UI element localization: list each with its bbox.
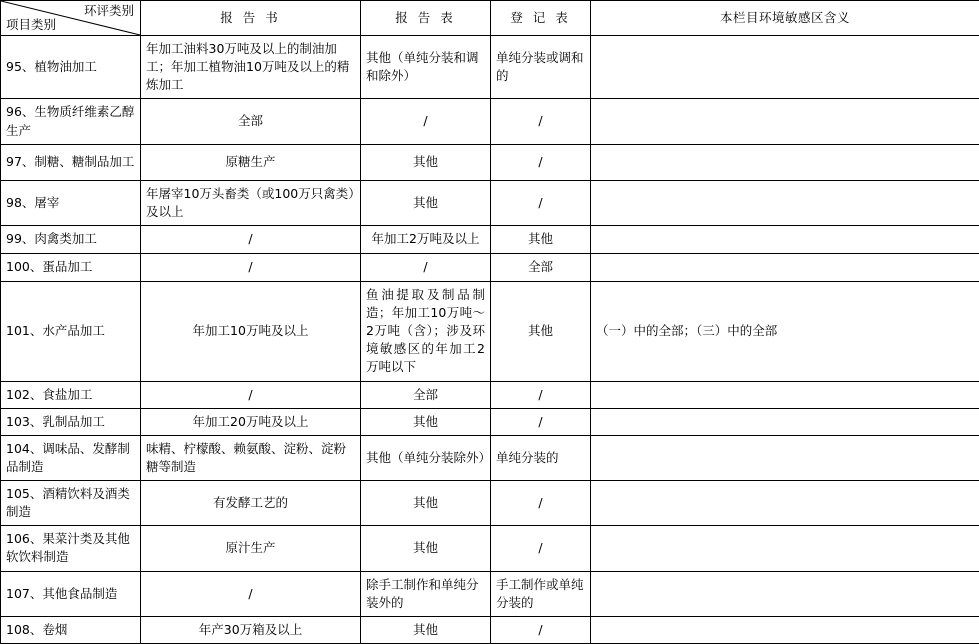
cell-report-form: 其他 [361, 408, 491, 435]
header-sensitive-area-meaning: 本栏目环境敏感区含义 [591, 1, 979, 36]
table-row [1, 381, 979, 408]
cell-report-book: 原糖生产 [141, 144, 361, 180]
table-row [1, 253, 979, 281]
cell-report-book: 年产30万箱及以上 [141, 616, 361, 643]
cell-project-category: 102、食盐加工 [1, 381, 141, 408]
cell-project-category: 100、蛋品加工 [1, 253, 141, 281]
cell-sensitive-area-meaning [591, 180, 979, 225]
cell-sensitive-area-meaning [591, 36, 979, 99]
header-registration-form: 登 记 表 [491, 1, 591, 36]
cell-report-book: 全部 [141, 99, 361, 144]
cell-report-book: 年屠宰10万头畜类（或100万只禽类）及以上 [141, 180, 361, 225]
cell-sensitive-area-meaning [591, 571, 979, 616]
table-row [1, 144, 979, 180]
table-row [1, 99, 979, 144]
cell-report-form: 全部 [361, 381, 491, 408]
cell-report-book: / [141, 571, 361, 616]
cell-registration-form: / [491, 481, 591, 526]
cell-project-category: 105、酒精饮料及酒类制造 [1, 481, 141, 526]
cell-report-form: 其他 [361, 526, 491, 571]
cell-report-form: 鱼油提取及制品制造；年加工10万吨～2万吨（含）；涉及环境敏感区的年加工2万吨以下 [361, 281, 491, 381]
cell-report-book: 年加工10万吨及以上 [141, 281, 361, 381]
cell-project-category: 101、水产品加工 [1, 281, 141, 381]
cell-project-category: 98、屠宰 [1, 180, 141, 225]
cell-report-book: / [141, 253, 361, 281]
cell-report-book: 原汁生产 [141, 526, 361, 571]
cell-report-book: / [141, 381, 361, 408]
cell-registration-form: / [491, 180, 591, 225]
cell-project-category: 99、肉禽类加工 [1, 225, 141, 253]
cell-sensitive-area-meaning [591, 481, 979, 526]
cell-sensitive-area-meaning [591, 253, 979, 281]
cell-registration-form: / [491, 381, 591, 408]
cell-project-category: 97、制糖、糖制品加工 [1, 144, 141, 180]
cell-report-book: 有发酵工艺的 [141, 481, 361, 526]
cell-project-category: 96、生物质纤维素乙醇生产 [1, 99, 141, 144]
cell-report-form: 其他 [361, 481, 491, 526]
cell-project-category: 107、其他食品制造 [1, 571, 141, 616]
cell-sensitive-area-meaning [591, 526, 979, 571]
corner-split-cell [1, 1, 140, 35]
header-report-book: 报 告 书 [141, 1, 361, 36]
table-body [1, 1, 979, 644]
cell-registration-form: / [491, 408, 591, 435]
table-header-row [1, 1, 979, 36]
header-report-form: 报 告 表 [361, 1, 491, 36]
cell-report-book: / [141, 225, 361, 253]
table-row [1, 435, 979, 480]
cell-sensitive-area-meaning [591, 381, 979, 408]
cell-sensitive-area-meaning [591, 435, 979, 480]
cell-report-form: / [361, 253, 491, 281]
cell-report-form: 其他 [361, 180, 491, 225]
cell-report-form: 其他 [361, 616, 491, 643]
table-row [1, 526, 979, 571]
cell-report-form: 其他 [361, 144, 491, 180]
cell-sensitive-area-meaning [591, 144, 979, 180]
cell-sensitive-area-meaning [591, 408, 979, 435]
cell-report-book: 年加工20万吨及以上 [141, 408, 361, 435]
header-corner-row-label: 项目类别 [6, 16, 56, 34]
table-row [1, 481, 979, 526]
header-corner-column-label: 环评类别 [84, 2, 134, 20]
cell-report-form: 其他（单纯分装和调和除外） [361, 36, 491, 99]
cell-registration-form: / [491, 99, 591, 144]
cell-registration-form: 其他 [491, 281, 591, 381]
cell-project-category: 95、植物油加工 [1, 36, 141, 99]
table-row [1, 180, 979, 225]
cell-report-form: / [361, 99, 491, 144]
cell-registration-form: / [491, 616, 591, 643]
cell-sensitive-area-meaning [591, 225, 979, 253]
header-corner-cell [1, 1, 141, 36]
cell-registration-form: 单纯分装的 [491, 435, 591, 480]
cell-sensitive-area-meaning [591, 99, 979, 144]
cell-registration-form: 单纯分装或调和的 [491, 36, 591, 99]
cell-registration-form: 全部 [491, 253, 591, 281]
table-row [1, 36, 979, 99]
cell-report-form: 除手工制作和单纯分装外的 [361, 571, 491, 616]
cell-sensitive-area-meaning: （一）中的全部；（三）中的全部 [591, 281, 979, 381]
cell-project-category: 104、调味品、发酵制品制造 [1, 435, 141, 480]
table-row [1, 408, 979, 435]
cell-report-book: 味精、柠檬酸、赖氨酸、淀粉、淀粉糖等制造 [141, 435, 361, 480]
cell-project-category: 106、果菜汁类及其他软饮料制造 [1, 526, 141, 571]
cell-registration-form: 手工制作或单纯分装的 [491, 571, 591, 616]
table-row [1, 225, 979, 253]
cell-report-book: 年加工油料30万吨及以上的制油加工；年加工植物油10万吨及以上的精炼加工 [141, 36, 361, 99]
cell-project-category: 108、卷烟 [1, 616, 141, 643]
table-row [1, 571, 979, 616]
cell-report-form: 其他（单纯分装除外） [361, 435, 491, 480]
cell-registration-form: / [491, 526, 591, 571]
table-row [1, 281, 979, 381]
cell-registration-form: 其他 [491, 225, 591, 253]
cell-registration-form: / [491, 144, 591, 180]
cell-report-form: 年加工2万吨及以上 [361, 225, 491, 253]
cell-project-category: 103、乳制品加工 [1, 408, 141, 435]
